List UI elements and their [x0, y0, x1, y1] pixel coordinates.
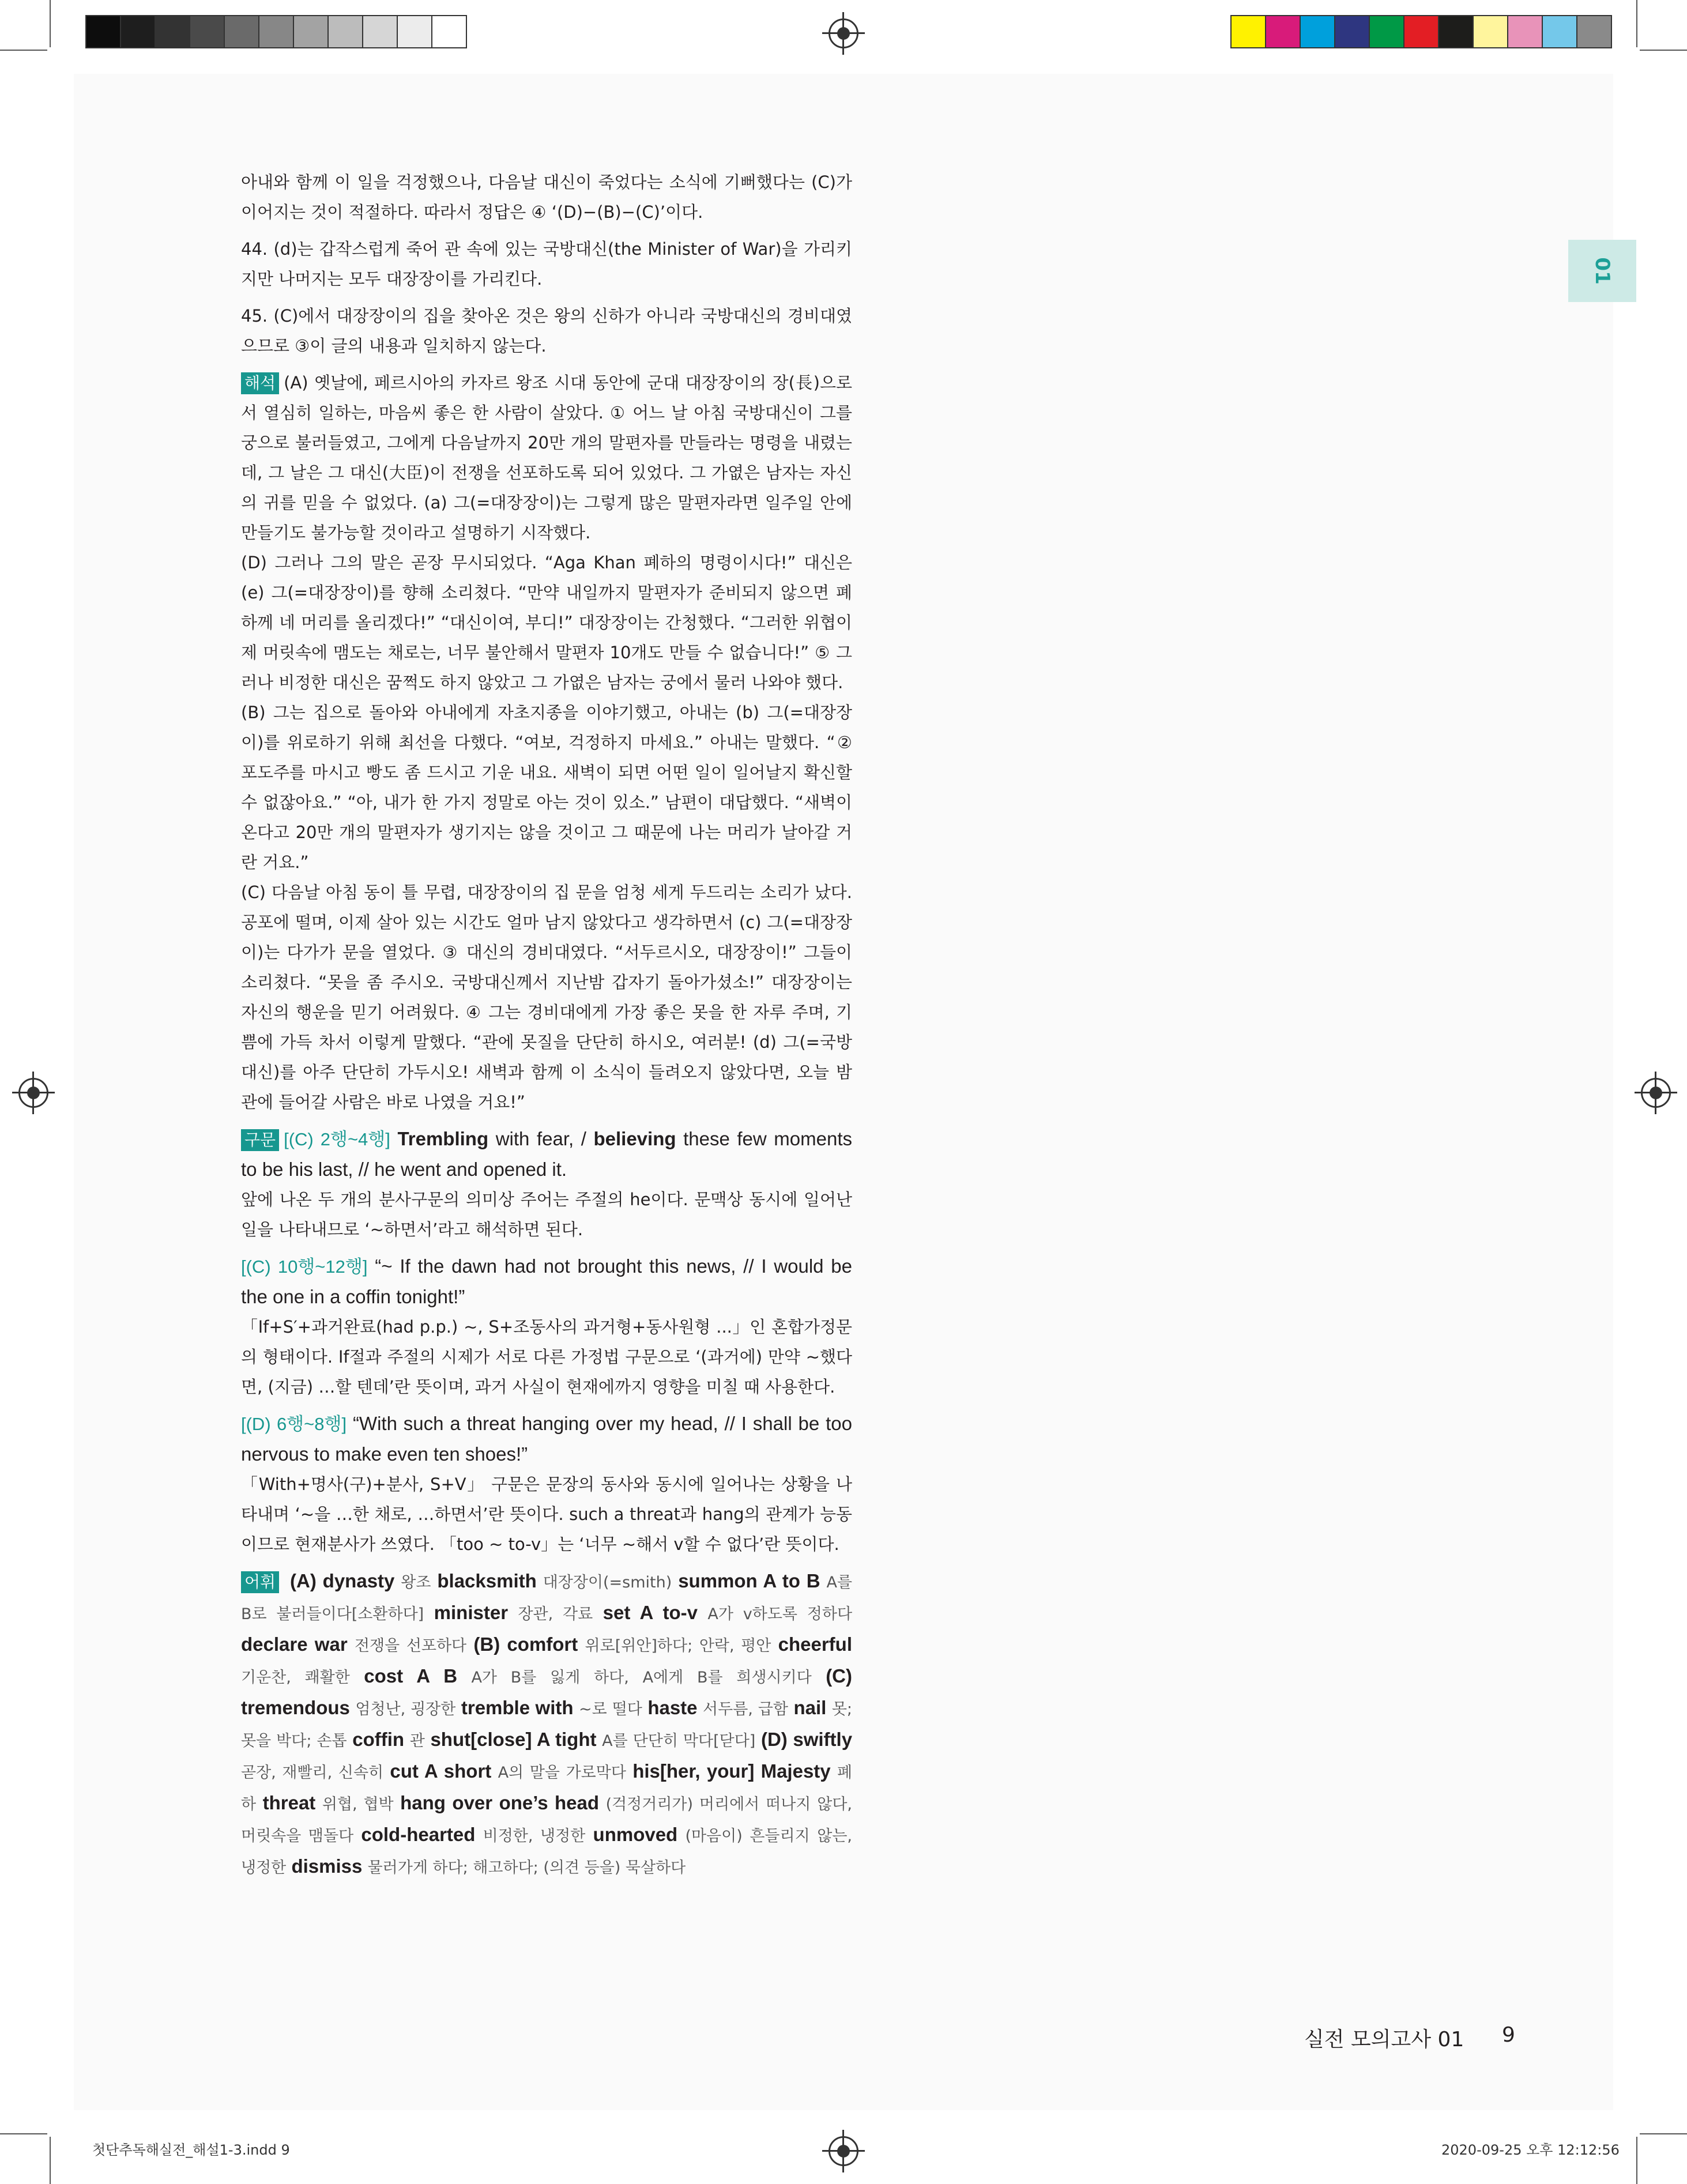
translation-B: (B) 그는 집으로 돌아와 아내에게 자초지종을 이야기했고, 아내는 (b) 그(=대장장이)를 위로하기 위해 최선을 다했다. “여보, 걱정하지 마세요.” 아내는 말했다. “② 포도주를 마시고 빵도 좀 드시고 기운 내요. 새벽이 되면 어떤 일이 일어날지 확신할 수 없잖아요.” “아, 내가 한 가지 정말로 아는 것이 있소.” 남편이 대답했다. “새벽이 온다고 20만 개의 말편자가 생기지는 않을 것이고 그 때문에 나는 머리가 날아갈 거란 거요.”: [241, 703, 852, 872]
vocab-definition: 폐하: [241, 1764, 853, 1813]
vocab-term: dismiss: [291, 1855, 363, 1877]
vocab-term: set A to-v: [602, 1602, 698, 1623]
structure-item-ref: [(C) 2행~4행]: [284, 1129, 390, 1149]
vocab-definition: 물러가게 하다; 해고하다; (의견 등을) 묵살하다: [367, 1859, 686, 1877]
vocab-term: coffin: [352, 1729, 405, 1750]
vocab-term: minister: [434, 1602, 509, 1623]
vocab-definition: A를 B로 불러들이다[소환하다]: [241, 1574, 853, 1623]
color-swatch: [1543, 16, 1577, 47]
vocab-term: threat: [262, 1792, 316, 1813]
vocab-term: (C) tremendous: [241, 1665, 852, 1718]
vocab-term: blacksmith: [437, 1570, 537, 1591]
color-swatch: [1474, 16, 1508, 47]
question-44-explanation: 44. (d)는 갑작스럽게 죽어 관 속에 있는 국방대신(the Minister of War)을 가리키지만 나머지는 모두 대장장이를 가리킨다.: [241, 239, 852, 289]
vocab-term: (D) swiftly: [760, 1729, 853, 1750]
question-45-explanation: 45. (C)에서 대장장이의 집을 찾아온 것은 왕의 신하가 아니라 국방대신의 경비대였으므로 ③이 글의 내용과 일치하지 않는다.: [241, 306, 852, 356]
vocabulary-list: [241, 1566, 852, 1883]
color-swatch: [1370, 16, 1404, 47]
vocab-definition: 장관, 각료: [518, 1605, 593, 1623]
vocab-definition: 관: [409, 1732, 425, 1750]
vocab-term: tremble with: [461, 1697, 574, 1718]
crop-mark: [50, 2137, 51, 2184]
color-swatch: [1266, 16, 1301, 47]
vocab-term: (A) dynasty: [290, 1570, 395, 1591]
color-swatch: [1439, 16, 1474, 47]
crop-mark: [0, 50, 47, 51]
vocab-definition: 곧장, 재빨리, 신속히: [241, 1764, 384, 1782]
process-color-bar: [1230, 15, 1612, 48]
vocab-definition: 엄청난, 굉장한: [355, 1700, 456, 1718]
structure-item-3-sentence: [241, 1409, 852, 1469]
registration-mark-bottom: [829, 2136, 858, 2166]
vocab-definition: 비정한, 냉정한: [483, 1827, 586, 1845]
vocab-definition: A가 v하도록 정하다: [707, 1605, 853, 1623]
crop-mark: [0, 2133, 47, 2134]
vocab-definition: 대장장이(=smith): [543, 1574, 672, 1591]
translation-badge: 해석: [241, 372, 279, 394]
vocab-definition: 전쟁을 선포하다: [354, 1637, 467, 1655]
print-slug-timestamp: 2020-09-25 오후 12:12:56: [1441, 2142, 1620, 2158]
vocab-term: cost A B: [364, 1665, 458, 1687]
vocab-definition: A의 말을 가로막다: [498, 1764, 626, 1782]
structure-item-1-explanation: 앞에 나온 두 개의 분사구문의 의미상 주어는 주절의 he이다. 문맥상 동시에 일어난 일을 나타내므로 ‘~하면서’라고 해석하면 된다.: [241, 1190, 852, 1239]
vocab-definition: ~로 떨다: [579, 1700, 642, 1718]
crop-mark: [50, 0, 51, 47]
registration-mark-left: [18, 1078, 48, 1108]
color-swatch: [1301, 16, 1335, 47]
vocab-definition: A를 단단히 막다[닫다]: [602, 1732, 756, 1750]
structure-item-ref: [(C) 10행~12행]: [241, 1257, 368, 1277]
structure-text: with fear, /: [488, 1128, 594, 1149]
vocab-definition: (걱정거리가) 머리에서 떠나지 않다, 머릿속을 맴돌다: [241, 1796, 852, 1845]
color-swatch: [225, 16, 259, 47]
color-swatch: [86, 16, 121, 47]
vocabulary-badge: 어휘: [241, 1571, 279, 1593]
color-swatch: [294, 16, 329, 47]
vocab-term: summon A to B: [678, 1570, 820, 1591]
structure-item-ref: [(D) 6행~8행]: [241, 1414, 347, 1434]
vocab-definition: 왕조: [401, 1574, 431, 1591]
structure-item-2-explanation: 「If+S′+과거완료(had p.p.) ~, S+조동사의 과거형+동사원형 ...」인 혼합가정문의 형태이다. If절과 주절의 시제가 서로 다른 가정법 구문으로 ‘(과거에) 만약 ~했다면, (지금) …할 텐데’란 뜻이며, 과거 사실이 현재에까지 영향을 미칠 때 사용한다.: [241, 1317, 852, 1397]
vocab-term: unmoved: [593, 1824, 678, 1845]
structure-sentence: “With such a threat hanging over my head, // I shall be too nervous to make even ten shoes!”: [241, 1413, 852, 1465]
vocab-definition: 기운찬, 쾌활한: [241, 1669, 350, 1687]
color-swatch: [121, 16, 156, 47]
vocab-term: shut[close] A tight: [430, 1729, 597, 1750]
registration-mark-right: [1641, 1078, 1671, 1108]
color-swatch: [190, 16, 225, 47]
vocab-definition: 못; 못을 박다; 손톱: [241, 1700, 852, 1750]
structure-keyword: Trembling: [397, 1128, 489, 1149]
color-swatch: [259, 16, 294, 47]
color-swatch: [156, 16, 190, 47]
translation-C: (C) 다음날 아침 동이 틀 무렵, 대장장이의 집 문을 엄청 세게 두드리는 소리가 났다. 공포에 떨며, 이제 살아 있는 시간도 얼마 남지 않았다고 생각하면서 (c) 그(=대장장이)는 다가가 문을 열었다. ③ 대신의 경비대였다. “서두르시오, 대장장이!” 그들이 소리쳤다. “못을 좀 주시오. 국방대신께서 지난밤 갑자기 돌아가셨소!” 대장장이는 자신의 행운을 믿기 어려웠다. ④ 그는 경비대에게 가장 좋은 못을 한 자루 주며, 기쁨에 가득 차서 이렇게 말했다. “관에 못질을 단단히 하시오, 여러분! (d) 그(=국방대신)를 아주 단단히 가두시오! 새벽과 함께 이 소식이 들려오지 않았다면, 오늘 밤 관에 들어갈 사람은 바로 나였을 거요!”: [241, 882, 852, 1112]
structure-sentence: “~ If the dawn had not brought this news, // I would be the one in a coffin tonight!”: [241, 1255, 852, 1307]
color-swatch: [1232, 16, 1266, 47]
vocab-term: hang over one’s head: [400, 1792, 600, 1813]
structure-item-2-sentence: [241, 1251, 852, 1312]
page-number: 9: [1502, 2023, 1515, 2047]
structure-item-1-sentence: [241, 1124, 852, 1185]
color-swatch: [432, 16, 466, 47]
vocab-term: cut A short: [390, 1760, 492, 1782]
vocab-term: (B) comfort: [473, 1634, 578, 1655]
vocab-definition: 서두름, 급함: [703, 1700, 788, 1718]
vocab-term: declare war: [241, 1634, 348, 1655]
structure-text: these few moments to be his last, // he went and opened it.: [241, 1128, 853, 1180]
vocab-term: cold-hearted: [361, 1824, 476, 1845]
structure-item-3-explanation: 「With+명사(구)+분사, S+V」 구문은 문장의 동사와 동시에 일어나는 상황을 나타내며 ‘~을 …한 채로, …하면서’란 뜻이다. such a threat과 hang의 관계가 능동이므로 현재분사가 쓰였다. 「too ~ to-v」는 ‘너무 ~해서 v할 수 없다’란 뜻이다.: [241, 1474, 852, 1554]
chapter-tab: [1568, 240, 1636, 302]
color-swatch: [363, 16, 398, 47]
crop-mark: [1640, 50, 1687, 51]
translation-A-text: (A) 옛날에, 페르시아의 카자르 왕조 시대 동안에 군대 대장장이의 장(長)으로서 열심히 일하는, 마음씨 좋은 한 사람이 살았다. ① 어느 날 아침 국방대신이 그를 궁으로 불러들였고, 그에게 다음날까지 20만 개의 말편자를 만들라는 명령을 내렸는데, 그 날은 그 대신(大臣)이 전쟁을 선포하도록 되어 있었다. 그 가엾은 남자는 자신의 귀를 믿을 수 없었다. (a) 그(=대장장이)는 그렇게 많은 말편자라면 일주일 안에 만들기도 불가능할 것이라고 설명하기 시작했다.: [241, 373, 852, 542]
vocab-term: nail: [793, 1697, 827, 1718]
chapter-tab-label: 01: [1591, 257, 1614, 285]
color-swatch: [329, 16, 363, 47]
color-swatch: [1404, 16, 1439, 47]
crop-mark: [1636, 2137, 1637, 2184]
registration-mark-top: [829, 18, 858, 48]
vocab-definition: (마음이) 흔들리지 않는, 냉정한: [241, 1827, 852, 1877]
crop-mark: [1640, 2133, 1687, 2134]
vocab-term: cheerful: [778, 1634, 852, 1655]
vocab-definition: 위로[위안]하다; 안락, 평안: [585, 1637, 771, 1655]
grayscale-color-bar: [85, 15, 467, 48]
answer-explanation-column: [241, 167, 852, 1890]
vocab-term: his[her, your] Majesty: [632, 1760, 831, 1782]
crop-mark: [1636, 0, 1637, 47]
vocab-definition: A가 B를 잃게 하다, A에게 B를 희생시키다: [471, 1669, 812, 1687]
translation-D: (D) 그러나 그의 말은 곧장 무시되었다. “Aga Khan 폐하의 명령이시다!” 대신은 (e) 그(=대장장이)를 향해 소리쳤다. “만약 내일까지 말편자가 준비되지 않으면 폐하께 네 머리를 올리겠다!” “대신이여, 부디!” 대장장이는 간청했다. “그러한 위협이 제 머릿속에 맴도는 채로는, 너무 불안해서 말편자 10개도 만들 수 없습니다!” ⑤ 그러나 비정한 대신은 꿈쩍도 하지 않았고 그 가엾은 남자는 궁에서 물러 나와야 했다.: [241, 553, 852, 692]
structure-keyword: believing: [593, 1128, 676, 1149]
color-swatch: [398, 16, 432, 47]
color-swatch: [1335, 16, 1370, 47]
translation-A: [241, 368, 852, 548]
print-slug-filename: 첫단추독해실전_해설1-3.indd 9: [92, 2142, 290, 2158]
vocab-definition: 위협, 협박: [322, 1796, 394, 1813]
color-swatch: [1508, 16, 1543, 47]
vocab-term: haste: [647, 1697, 698, 1718]
explanation-paragraph: 아내와 함께 이 일을 걱정했으나, 다음날 대신이 죽었다는 소식에 기뻐했다는 (C)가 이어지는 것이 적절하다. 따라서 정답은 ④ ‘(D)−(B)−(C)’이다.: [241, 172, 852, 222]
footer-section-title: 실전 모의고사 01: [1304, 2028, 1464, 2051]
color-swatch: [1577, 16, 1611, 47]
structure-badge: 구문: [241, 1129, 279, 1151]
